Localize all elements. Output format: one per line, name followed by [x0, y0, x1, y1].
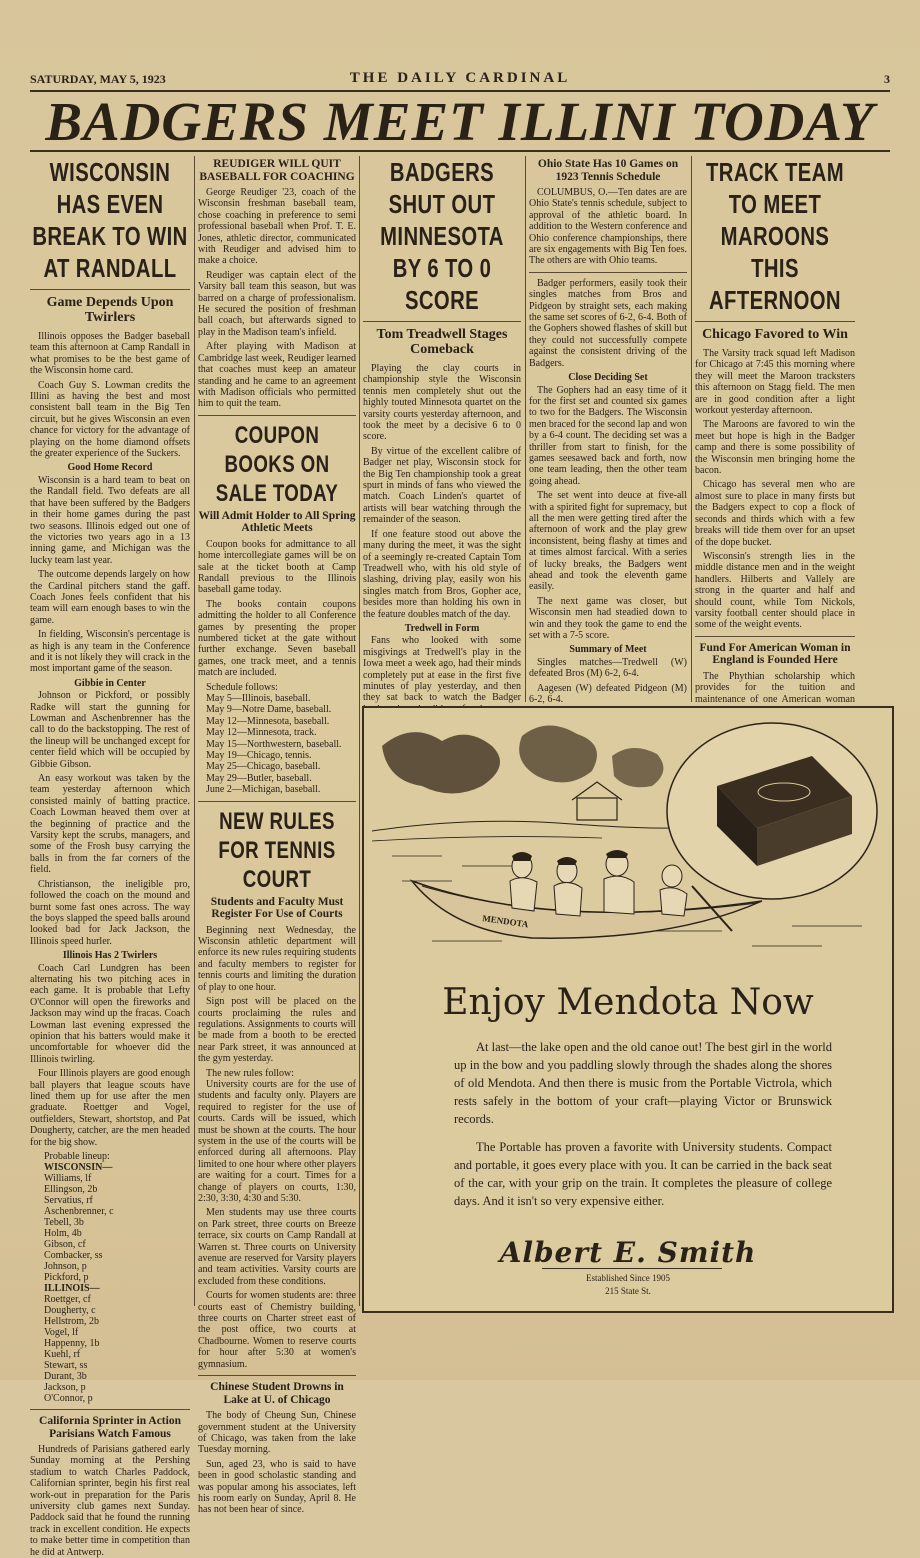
- article-paragraph: Badger performers, easily took their singles matches from Bros and Pidgeon by straight sets, each making the same set scores of 6-2, 6-4. Both of the Gophers showed flashes of skill but they could not successfully compete against the consistent driving of the Badgers.: [529, 277, 687, 369]
- divider: [30, 1409, 190, 1410]
- lineup-player: O'Connor, p: [44, 1393, 93, 1405]
- divider: [695, 636, 855, 637]
- article-paragraph: The books contain coupons admitting the holder to all Conference games by presenting the proper numbered ticket at the gate without further exchange. Seven baseball games, one track meet, and a tennis match are included.: [198, 598, 356, 679]
- divider: [695, 321, 855, 322]
- lineup-player: Vogel, lf: [44, 1327, 79, 1339]
- banner-headline: BADGERS MEET ILLINI TODAY: [30, 94, 890, 152]
- article-paragraph: Coach Carl Lundgren has been alternating his two pitching aces in each game. It is probable that Lefty O'Connor will open the fireworks and Jackson may wind up the fracas. Coach Lowman last evening expressed the opinion that his batters would make it uncomfortable for whoever did the Illinois twirling.: [30, 962, 190, 1065]
- lineup-player: Jackson, p: [44, 1382, 86, 1394]
- column-3: [363, 156, 521, 704]
- article-headline: California Sprinter in Action Parisians Watch Famous: [39, 1415, 181, 1440]
- article-paragraph: The set went into deuce at five-all with a spirited fight for supremacy, but all the men were getting tired after the afternoon of work and the play grew inconsistent, being flashy at times and at times almost farcical. With a series of lucky breaks, the Badgers went ahead and took the eleventh game easily.: [529, 490, 687, 593]
- lineup-player: Johnson, p: [44, 1261, 87, 1273]
- article-paragraph: Reudiger was captain elect of the Varsity ball team this season, but was barred on a charge of professionalism. He secured the position of freshman ball coach, but afterwards signed to play in the Madison team's infield.: [198, 269, 356, 338]
- page-number: 3: [884, 72, 890, 86]
- article-paragraph: The outcome depends largely on how the Cardinal pitchers stand the gaff. Coach Jones feels confident that his team will earn enough bases to win the game.: [30, 569, 190, 626]
- subheading: Tredwell in Form: [404, 622, 480, 634]
- article-paragraph: George Reudiger '23, coach of the Wisconsin freshman baseball team, chose coaching in preference to semi professional baseball when Prof. T. E. Jones, athletic director, communicated with Reudiger and advised him to make a choice.: [198, 187, 356, 267]
- article-headline: Chinese Student Drowns in Lake at U. of Chicago: [210, 1381, 344, 1406]
- masthead: [30, 70, 890, 92]
- article-paragraph: Beginning next Wednesday, the Wisconsin athletic department will enforce its new rules requiring students and faculty members to register for tennis courts and limiting the duration of play to one hour.: [198, 924, 356, 993]
- schedule-item: May 19—Chicago, tennis.: [206, 750, 312, 762]
- article-paragraph: The body of Cheung Sun, Chinese government student at the University of Chicago, was taken from the lake Tuesday morning.: [198, 1410, 356, 1456]
- canoe-illustration: [372, 716, 882, 964]
- column-5: [695, 156, 855, 705]
- schedule-item: May 25—Chicago, baseball.: [206, 761, 321, 773]
- article-paragraph: Wisconsin's strength lies in the middle distance men and in the weight handlers. Hilberts and Vallely are strong in the quarter and half and should count, while Tom Nickols, varsity football center should place in some of the weight events.: [695, 550, 855, 631]
- article-paragraph: Johnson or Pickford, or possibly Radke will start the gunning for Lowman and Aschenbrenner has the call to do the backstopping. The rest of the lineup will be unchanged except for center field which will be occupied by Gibbie Gibson.: [30, 690, 190, 770]
- established-note: Established Since 1905: [586, 1273, 670, 1283]
- schedule-title: Schedule follows:: [206, 681, 278, 693]
- schedule-item: May 5—Illinois, baseball.: [206, 693, 311, 704]
- lineup-player: Holm, 4b: [44, 1228, 82, 1240]
- article-paragraph: An easy workout was taken by the team yesterday afternoon which consisted mainly of batting practice. Coach Lowman heaved them over at the beginning of practice and the Varsity kept the scrubs, managers, and some of the Frosh busy carrying the balls in from the far corners of the field.: [30, 773, 190, 876]
- divider: [198, 1375, 356, 1376]
- lineup-player: Happenny, 1b: [44, 1338, 100, 1350]
- lineup-player: Tebell, 3b: [44, 1217, 84, 1229]
- lineup-player: Stewart, ss: [44, 1360, 88, 1372]
- divider: [363, 321, 521, 322]
- column-rule: [194, 156, 195, 1306]
- article-paragraph: Christianson, the ineligible pro, followed the coach on the mound and burnt some fast ones across. The way the boys slapped the speed balls around looked bad for Jack Jackson, the Illinois speed hurler.: [30, 878, 190, 947]
- article-paragraph: The Phythian scholarship which provides for the tuition and maintenance of one American woman: [695, 670, 855, 705]
- rules-title: The new rules follow:: [206, 1067, 295, 1079]
- article-paragraph: University courts are for the use of students and faculty only. Players are required to register for the use of courts. Cards will be issued, which must be shown at the courts. The hour system in the use of the courts will be enforced during all afternoons. Play limited to one hour where other players are waiting for a court. Times for a change of players on courts, 1:30, 2:30, 3:30, 4:30 and 5:30.: [198, 1078, 356, 1204]
- article-paragraph: Four Illinois players are good enough ball players that league scouts have lined them up for use after the men graduate. Roettger and Vogel, outfielders, Stewart, shortstop, and Pat Dougherty, catcher, are the men headed for the big show.: [30, 1068, 190, 1148]
- article-headline: BADGERS SHUT OUT MINNESOTA BY 6 TO 0 SCORE: [380, 157, 504, 315]
- article-deck: Tom Treadwell Stages Comeback: [376, 327, 508, 357]
- article-headline: Ohio State Has 10 Games on 1923 Tennis Schedule: [537, 158, 679, 183]
- schedule-item: May 12—Minnesota, track.: [206, 727, 317, 739]
- article-paragraph: COLUMBUS, O.—Ten dates are are Ohio State's tennis schedule, subject to approval of the athletic board. In addition to the Western conference and Ohio conference championships, there are six engagements with Big Ten foes. The others are with Ohio teams.: [529, 187, 687, 267]
- article-paragraph: The Gophers had an easy time of it for the first set and counted six games to two for the Badgers. The Wisconsin men braced for the second lap and won by a 6-4 count. The deciding set was a thriller from start to finish, for the games seesawed back and forth, now one team leading, then the other team going ahead.: [529, 384, 687, 487]
- divider: [198, 415, 356, 416]
- column-1: [30, 156, 190, 1558]
- column-rule: [525, 156, 526, 702]
- article-paragraph: Coach Guy S. Lowman credits the Illini as having the best and most consistent ball team in the Big Ten circuit, but he gives Wisconsin an even chance for victory for the advantage of playing on the home diamond offsets the greater experience of the Suckers.: [30, 379, 190, 460]
- article-headline: WISCONSIN HAS EVEN BREAK TO WIN AT RANDALL: [32, 157, 188, 283]
- article-paragraph: Sun, aged 23, who is said to have been in good scholastic standing and was popular among his associates, left his room early on Sunday, April 8. He has not been hear of since.: [198, 1458, 356, 1516]
- canoe-name: MENDOTA: [481, 913, 530, 930]
- divider: [198, 801, 356, 802]
- lineup: [30, 1151, 190, 1404]
- lineup-player: Williams, lf: [44, 1173, 92, 1185]
- divider: [529, 272, 687, 273]
- signature-underline: [542, 1268, 722, 1269]
- ad-paragraph: The Portable has proven a favorite with University students. Compact and portable, it goes every place with you. It can be carried in the back seat of the car, with your grip on the train. It completes the pleasure of college days. And it isn't so very expensive either.: [454, 1140, 832, 1208]
- article-headline: REUDIGER WILL QUIT BASEBALL FOR COACHING: [199, 158, 355, 183]
- article-paragraph: Playing the clay courts in championship style the Wisconsin tennis men completely shut out the highly touted Minnesota quartet on the varsity courts yesterday afternoon, and took the meet by a decisive 6 to 0 score.: [363, 363, 521, 443]
- lineup-title: Probable lineup:: [44, 1151, 110, 1163]
- issue-date: SATURDAY, MAY 5, 1923: [30, 72, 166, 86]
- ad-paragraph: At last—the lake open and the old canoe out! The best girl in the world up in the bow and you paddling slowly through the shades along the shores of old Mendota. And then there is music from the Portable Victrola, which rests safely in the bottom of your craft—playing Victor or Brunswick records.: [454, 1040, 832, 1126]
- article-deck: Will Admit Holder to All Spring Athletic Meets: [198, 509, 356, 535]
- subheading: Summary of Meet: [569, 644, 647, 656]
- article-paragraph: Wisconsin is a hard team to beat on the Randall field. Two defeats are all that have been suffered by the Badgers in their home games during the past two seasons. Illinois edged out one of the victories two years ago in a 13 inning game, and Michigan was the lucky team last year.: [30, 474, 190, 566]
- lineup-player: Kuehl, rf: [44, 1349, 81, 1361]
- article-paragraph: By virtue of the excellent calibre of Badger net play, Wisconsin stock for the Big Ten championship took a great spurt in minds of fans who viewed the match. Coach Linden's quartet of artists will bear watching through the remainder of the season.: [363, 445, 521, 526]
- article-paragraph: Coupon books for admittance to all home intercollegiate games will be on sale at the ticket booth at Camp Randall previous to the Illinois baseball game today.: [198, 538, 356, 596]
- schedule-item: May 15—Northwestern, baseball.: [206, 738, 342, 750]
- article-deck: Students and Faculty Must Register For Use of Courts: [210, 895, 344, 921]
- article-paragraph: The next game was closer, but Wisconsin men had steadied down to win and they took the game to end the set with a 7-5 score.: [529, 595, 687, 642]
- column-rule: [691, 156, 692, 702]
- lineup-player: Dougherty, c: [44, 1305, 96, 1317]
- article-paragraph: Chicago has several men who are almost sure to place in many firsts but the Badgers expect to cop a flock of seconds and thirds which with a few breaks will tide them over for an upset of the dope bucket.: [695, 479, 855, 548]
- lineup-player: Gibson, cf: [44, 1239, 86, 1251]
- lineup-player: Servatius, rf: [44, 1195, 93, 1207]
- schedule-item: May 12—Minnesota, baseball.: [206, 715, 330, 727]
- schedule-item: May 9—Notre Dame, baseball.: [206, 704, 332, 716]
- summary-line: Aagesen (W) defeated Pidgeon (M) 6-2, 6-4.: [529, 682, 687, 706]
- team-label: WISCONSIN—: [44, 1162, 113, 1174]
- lineup-player: Pickford, p: [44, 1272, 89, 1284]
- lineup-player: Durant, 3b: [44, 1371, 87, 1383]
- article-deck: Chicago Favored to Win: [702, 327, 848, 342]
- lineup-player: Ellingson, 2b: [44, 1184, 98, 1196]
- subheading: Close Deciding Set: [568, 372, 648, 384]
- article-headline: NEW RULES FOR TENNIS COURT: [218, 807, 336, 893]
- team-label: ILLINOIS—: [44, 1283, 100, 1295]
- lineup-player: Hellstrom, 2b: [44, 1316, 99, 1328]
- ad-body: [454, 1038, 832, 1220]
- article-paragraph: Illinois opposes the Badger baseball team this afternoon at Camp Randall in what promises to be the best game of the Wisconsin home card.: [30, 331, 190, 377]
- article-paragraph: If one feature stood out above the many during the meet, it was the sight of a seemingly re-created Captain Tom Treadwell who, with his old style of slashing, driving play, easily won his singles match from Bros, Gopher ace, besides more than holding his own in the feature doubles match of the day.: [363, 528, 521, 620]
- article-paragraph: Sign post will be placed on the courts proclaiming the rules and regulations. Assignments to courts will be made from a booth to be erected near Park street, it was announced at the gym yesterday.: [198, 996, 356, 1065]
- column-2: [198, 156, 356, 1516]
- article-headline: Fund For American Woman in England is Founded Here: [699, 641, 851, 667]
- article-headline: TRACK TEAM TO MEET MAROONS THIS AFTERNOON: [706, 157, 844, 315]
- paper-name: THE DAILY CARDINAL: [349, 70, 571, 86]
- schedule-item: June 2—Michigan, baseball.: [206, 784, 321, 796]
- article-paragraph: Courts for women students are: three courts east of Chemistry building, three courts on Charter street east of the post office, two courts at Chadbourne. Women to reserve courts for hour after 5:30 at women's gymnasium.: [198, 1290, 356, 1370]
- advertisement: [362, 706, 894, 1313]
- article-paragraph: The Maroons are favored to win the meet but hope is high in the Badger camp and there is some possibility of the Wisconsin men bringing home the bacon.: [695, 419, 855, 477]
- article-deck: Game Depends Upon Twirlers: [46, 295, 174, 325]
- subheading: Good Home Record: [67, 462, 153, 474]
- article-paragraph: In fielding, Wisconsin's percentage is as high is any team in the Conference and it is not likely they will crack in the most important game of the season.: [30, 629, 190, 675]
- ad-title: Enjoy Mendota Now: [442, 982, 814, 1023]
- divider: [30, 289, 190, 290]
- lineup-player: Aschenbrenner, c: [44, 1206, 114, 1218]
- article-paragraph: After playing with Madison at Cambridge last week, Reudiger learned that coaches must keep an amateur standing and he came to an agreement with Madison officials who permitted him to quit the team.: [198, 341, 356, 410]
- column-rule: [359, 156, 360, 1306]
- subheading: Illinois Has 2 Twirlers: [62, 950, 158, 962]
- ad-signature: Albert E. Smith: [499, 1236, 757, 1269]
- article-headline: COUPON BOOKS ON SALE TODAY: [215, 421, 339, 507]
- article-paragraph: Fans who looked with some misgivings at Tredwell's play in the Iowa meet a week ago, had their minds completely put at ease in the first five minutes of play yesterday, and then they sat back to watch the Badger: [363, 635, 521, 704]
- summary-line: Singles matches—Tredwell (W) defeated Bros (M) 6-2, 6-4.: [529, 656, 687, 680]
- column-4: [529, 156, 687, 706]
- schedule-list: [198, 682, 356, 796]
- store-address: 215 State St.: [605, 1286, 651, 1296]
- article-paragraph: The Varsity track squad left Madison for Chicago at 7:45 this morning where they will meet the Maroon tracksters this afternoon on Stagg field. The men are in good condition after a light workout yesterday afternoon.: [695, 348, 855, 417]
- schedule-item: May 29—Butler, baseball.: [206, 772, 312, 784]
- subheading: Gibbie in Center: [74, 677, 146, 689]
- article-paragraph: Men students may use three courts on Park street, three courts on Breeze terrace, six courts on Camp Randall at Warren st. Three courts on University avenue are reserved for Varsity players and team activities. Varsity courts are excluded from these conditions.: [198, 1207, 356, 1287]
- lineup-player: Roettger, cf: [44, 1294, 91, 1306]
- lineup-player: Combacker, ss: [44, 1250, 103, 1262]
- article-paragraph: Hundreds of Parisians gathered early Sunday morning at the Pershing stadium to watch Charles Paddock, Californian sprinter, begin his first real work-out in preparation for the Paris university club games next Sunday. Paddock said that he found the running track in excellent condition. He expects to make better time in competition than he did at Antwerp.: [30, 1444, 190, 1558]
